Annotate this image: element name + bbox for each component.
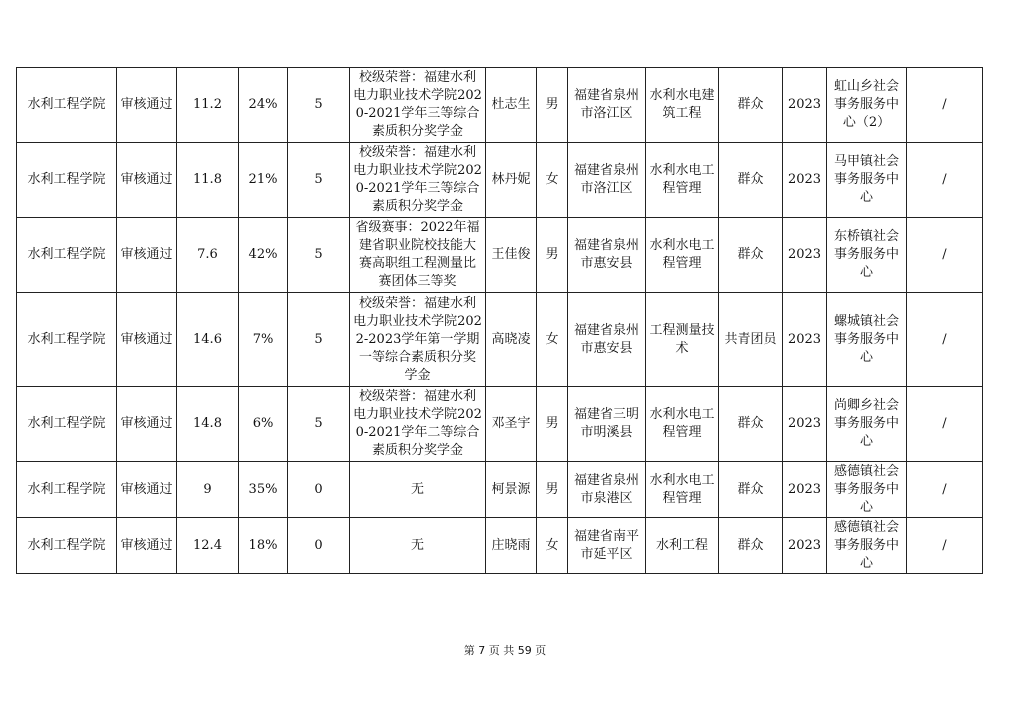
- table-row: [17, 387, 983, 462]
- name-cell: 杜志生: [486, 68, 537, 143]
- unit-cell: 尚卿乡社会事务服务中心: [827, 387, 907, 462]
- politics-cell: 共青团员: [719, 293, 783, 387]
- gender-cell: 女: [537, 518, 568, 574]
- award-cell: 校级荣誉：福建水利电力职业技术学院2022-2023学年第一学期一等综合素质积分奖学金: [350, 293, 486, 387]
- college-cell: 水利工程学院: [17, 387, 117, 462]
- year-cell: 2023: [783, 462, 827, 518]
- year-cell: 2023: [783, 143, 827, 218]
- note-cell: /: [907, 293, 983, 387]
- points-cell: 0: [288, 518, 350, 574]
- unit-cell: 螺城镇社会事务服务中心: [827, 293, 907, 387]
- status-cell: 审核通过: [117, 218, 177, 293]
- gender-cell: 女: [537, 143, 568, 218]
- table-row: [17, 462, 983, 518]
- gender-cell: 男: [537, 218, 568, 293]
- name-cell: 邓圣宇: [486, 387, 537, 462]
- note-cell: /: [907, 68, 983, 143]
- status-cell: 审核通过: [117, 518, 177, 574]
- unit-cell: 东桥镇社会事务服务中心: [827, 218, 907, 293]
- status-cell: 审核通过: [117, 462, 177, 518]
- rank-cell: 42%: [239, 218, 288, 293]
- major-cell: 水利水电工程管理: [646, 387, 719, 462]
- unit-cell: 虹山乡社会事务服务中心（2）: [827, 68, 907, 143]
- table-row: [17, 218, 983, 293]
- status-cell: 审核通过: [117, 387, 177, 462]
- score-cell: 11.8: [177, 143, 239, 218]
- origin-cell: 福建省泉州市洛江区: [568, 68, 646, 143]
- college-cell: 水利工程学院: [17, 462, 117, 518]
- points-cell: 5: [288, 293, 350, 387]
- award-cell: 校级荣誉：福建水利电力职业技术学院2020-2021学年三等综合素质积分奖学金: [350, 68, 486, 143]
- note-cell: /: [907, 462, 983, 518]
- name-cell: 庄晓雨: [486, 518, 537, 574]
- politics-cell: 群众: [719, 518, 783, 574]
- major-cell: 水利水电工程管理: [646, 462, 719, 518]
- origin-cell: 福建省泉州市惠安县: [568, 293, 646, 387]
- score-cell: 7.6: [177, 218, 239, 293]
- year-cell: 2023: [783, 387, 827, 462]
- origin-cell: 福建省南平市延平区: [568, 518, 646, 574]
- name-cell: 高晓凌: [486, 293, 537, 387]
- candidate-table: [16, 67, 983, 574]
- score-cell: 9: [177, 462, 239, 518]
- award-cell: 无: [350, 462, 486, 518]
- points-cell: 5: [288, 218, 350, 293]
- note-cell: /: [907, 518, 983, 574]
- page-footer: 第 7 页 共 59 页: [463, 644, 547, 657]
- note-cell: /: [907, 387, 983, 462]
- award-cell: 无: [350, 518, 486, 574]
- major-cell: 水利水电建筑工程: [646, 68, 719, 143]
- origin-cell: 福建省泉州市泉港区: [568, 462, 646, 518]
- major-cell: 工程测量技术: [646, 293, 719, 387]
- politics-cell: 群众: [719, 143, 783, 218]
- score-cell: 12.4: [177, 518, 239, 574]
- origin-cell: 福建省泉州市惠安县: [568, 218, 646, 293]
- gender-cell: 男: [537, 387, 568, 462]
- table-row: [17, 293, 983, 387]
- year-cell: 2023: [783, 68, 827, 143]
- name-cell: 林丹妮: [486, 143, 537, 218]
- college-cell: 水利工程学院: [17, 68, 117, 143]
- award-cell: 省级赛事：2022年福建省职业院校技能大赛高职组工程测量比赛团体三等奖: [350, 218, 486, 293]
- points-cell: 5: [288, 387, 350, 462]
- college-cell: 水利工程学院: [17, 143, 117, 218]
- note-cell: /: [907, 143, 983, 218]
- table-row: [17, 143, 983, 218]
- score-cell: 11.2: [177, 68, 239, 143]
- unit-cell: 感德镇社会事务服务中心: [827, 462, 907, 518]
- award-cell: 校级荣誉：福建水利电力职业技术学院2020-2021学年三等综合素质积分奖学金: [350, 143, 486, 218]
- name-cell: 柯景源: [486, 462, 537, 518]
- rank-cell: 6%: [239, 387, 288, 462]
- rank-cell: 18%: [239, 518, 288, 574]
- points-cell: 5: [288, 143, 350, 218]
- college-cell: 水利工程学院: [17, 218, 117, 293]
- college-cell: 水利工程学院: [17, 518, 117, 574]
- points-cell: 0: [288, 462, 350, 518]
- politics-cell: 群众: [719, 387, 783, 462]
- rank-cell: 21%: [239, 143, 288, 218]
- major-cell: 水利工程: [646, 518, 719, 574]
- year-cell: 2023: [783, 218, 827, 293]
- politics-cell: 群众: [719, 218, 783, 293]
- college-cell: 水利工程学院: [17, 293, 117, 387]
- year-cell: 2023: [783, 293, 827, 387]
- score-cell: 14.8: [177, 387, 239, 462]
- score-cell: 14.6: [177, 293, 239, 387]
- status-cell: 审核通过: [117, 143, 177, 218]
- rank-cell: 24%: [239, 68, 288, 143]
- unit-cell: 马甲镇社会事务服务中心: [827, 143, 907, 218]
- politics-cell: 群众: [719, 68, 783, 143]
- table-row: [17, 68, 983, 143]
- year-cell: 2023: [783, 518, 827, 574]
- name-cell: 王佳俊: [486, 218, 537, 293]
- note-cell: /: [907, 218, 983, 293]
- gender-cell: 男: [537, 462, 568, 518]
- rank-cell: 35%: [239, 462, 288, 518]
- points-cell: 5: [288, 68, 350, 143]
- table-row: [17, 518, 983, 574]
- origin-cell: 福建省泉州市洛江区: [568, 143, 646, 218]
- rank-cell: 7%: [239, 293, 288, 387]
- status-cell: 审核通过: [117, 68, 177, 143]
- origin-cell: 福建省三明市明溪县: [568, 387, 646, 462]
- award-cell: 校级荣誉：福建水利电力职业技术学院2020-2021学年二等综合素质积分奖学金: [350, 387, 486, 462]
- unit-cell: 感德镇社会事务服务中心: [827, 518, 907, 574]
- major-cell: 水利水电工程管理: [646, 218, 719, 293]
- status-cell: 审核通过: [117, 293, 177, 387]
- gender-cell: 女: [537, 293, 568, 387]
- major-cell: 水利水电工程管理: [646, 143, 719, 218]
- politics-cell: 群众: [719, 462, 783, 518]
- gender-cell: 男: [537, 68, 568, 143]
